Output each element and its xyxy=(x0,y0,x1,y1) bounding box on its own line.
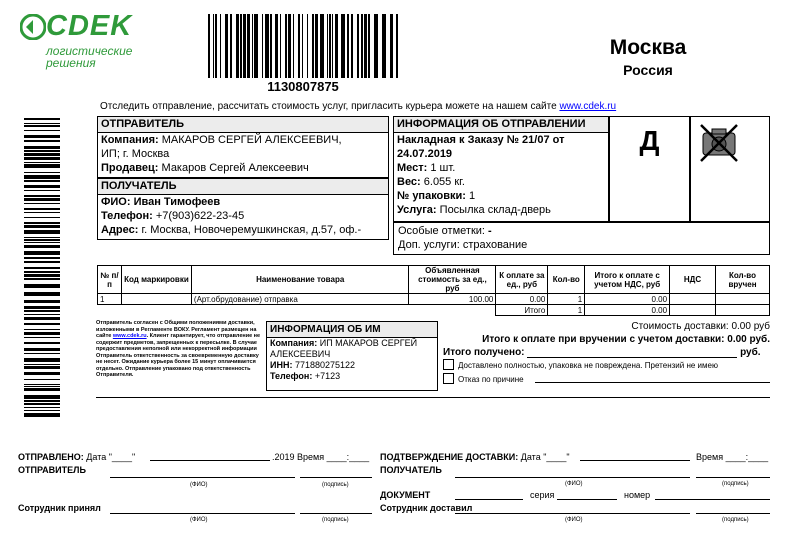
received-field[interactable] xyxy=(527,348,737,358)
destination-country: Россия xyxy=(623,62,673,78)
accepted-sign-field[interactable] xyxy=(300,502,372,514)
logo-name: CDEK xyxy=(46,10,133,42)
refused-checkbox[interactable] xyxy=(443,373,454,384)
delivered-checkbox[interactable] xyxy=(443,359,454,370)
cdek-logo-icon xyxy=(20,14,46,40)
barcode-top xyxy=(208,14,398,78)
sender-seller: Макаров Сергей Алексеевич xyxy=(161,162,309,174)
im-block: ИНФОРМАЦИЯ ОБ ИМ Компания: ИП МАКАРОВ СЕРГЕЙ АЛЕКСЕЕВИЧ ИНН: 771880275122 Телефон: +7123 xyxy=(266,321,438,391)
confirm-date-field[interactable] xyxy=(580,452,690,461)
logo-subtitle: логистические решения xyxy=(46,44,133,70)
cdek-link[interactable]: www.cdek.ru xyxy=(559,101,617,112)
sender-sign-field[interactable] xyxy=(300,466,372,478)
invoice: Накладная к Заказу № 21/07 от 24.07.2019 xyxy=(397,134,565,160)
barcode-number: 1130807875 xyxy=(267,79,339,94)
document-field[interactable] xyxy=(455,490,523,500)
sender-company: МАКАРОВ СЕРГЕЙ АЛЕКСЕЕВИЧ, xyxy=(161,134,342,146)
table-total-row: Итого 1 0.00 xyxy=(98,305,770,316)
amount-due: Итого к оплате при вручении с учетом доставки: 0.00 руб. xyxy=(482,334,770,345)
sender-block: ОТПРАВИТЕЛЬ Компания: МАКАРОВ СЕРГЕЙ АЛЕКСЕЕВИЧ, ИП; г. Москва Продавец: Макаров Сергей Алексеевич xyxy=(97,116,389,178)
delivered-sign-field[interactable] xyxy=(696,502,770,514)
shipment-block: ИНФОРМАЦИЯ ОБ ОТПРАВЛЕНИИ Накладная к Заказу № 21/07 от 24.07.2019 Мест: 1 шт. Вес: 6.055 кг. № упаковки: 1 Услуга: Посылка склад-дверь xyxy=(393,116,609,222)
recipient-header: ПОЛУЧАТЕЛЬ xyxy=(98,179,388,195)
delivery-cost: Стоимость доставки: 0.00 руб xyxy=(631,321,770,332)
delivered-fio-field[interactable] xyxy=(455,502,690,514)
shipment-header: ИНФОРМАЦИЯ ОБ ОТПРАВЛЕНИИ xyxy=(394,117,608,133)
delivery-zone: Д xyxy=(609,116,690,222)
table-row: 1 (Арт.обрудование) отправка 100.00 0.00 1 0.00 xyxy=(98,294,770,305)
recipient-sign-field[interactable] xyxy=(696,466,770,478)
recipient-name: Иван Тимофеев xyxy=(133,196,221,208)
amount-received: Итого получено: руб. xyxy=(443,347,761,358)
sender-fio-field[interactable] xyxy=(110,466,295,478)
terms-text: Отправитель согласен с Общими положениями доставки, изложенными в Регламенте ВОКУ. Регламент размещен на сайте www.cdek.ru. Клиент гарантирует, что отправление не содержит предметов, запрещенных к пересылке. В случае предоставления неполной или некорректной информации Отправитель ответственность за своевременную доставку не несет. Ожидание курьера более 15 минут оплачивается отдельно. Отправление упаковано под ответственность Отправителя. xyxy=(96,320,261,378)
recipient-fio-field[interactable] xyxy=(455,466,690,478)
barcode-side xyxy=(24,118,60,418)
series-field[interactable] xyxy=(557,490,617,500)
destination-city: Москва xyxy=(609,36,687,59)
refusal-reason-field[interactable] xyxy=(535,373,770,383)
no-photo-box xyxy=(690,116,770,222)
im-header: ИНФОРМАЦИЯ ОБ ИМ xyxy=(267,322,437,338)
recipient-phone: +7(903)622-23-45 xyxy=(155,210,245,222)
goods-table xyxy=(97,265,770,316)
recipient-address: г. Москва, Новочеремушкинская, д.57, оф.- xyxy=(141,224,362,236)
no-camera-icon xyxy=(697,121,741,165)
sent-date-field[interactable] xyxy=(150,452,270,461)
sender-header: ОТПРАВИТЕЛЬ xyxy=(98,117,388,133)
accepted-fio-field[interactable] xyxy=(110,502,295,514)
recipient-block: ПОЛУЧАТЕЛЬ ФИО: Иван Тимофеев Телефон: +7(903)622-23-45 Адрес: г. Москва, Новочеремушкинская, д.57, оф.- xyxy=(97,178,389,240)
table-header-row: № п/п Код маркировки Наименование товара Объявленная стоимость за ед., руб К оплате за ед., руб Кол-во Итого к оплате с учетом НДС, руб НДС Кол-во вручен xyxy=(98,266,770,294)
divider xyxy=(96,397,770,398)
notes-block: Особые отметки: - Доп. услуги: страхование xyxy=(393,222,770,255)
tracking-note: Отследить отправление, рассчитать стоимость услуг, пригласить курьера можете на нашем сайте www.cdek.ru xyxy=(100,101,617,112)
number-field[interactable] xyxy=(655,490,770,500)
